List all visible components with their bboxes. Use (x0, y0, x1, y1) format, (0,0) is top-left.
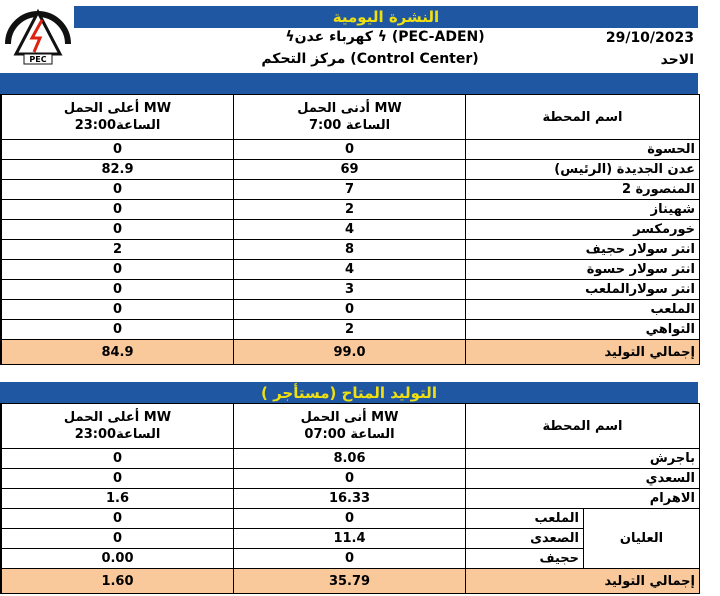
station-name-cell: الاهرام (466, 489, 700, 509)
title-bar (74, 6, 698, 28)
min-load-header: أنى الحمل MW الساعة 07:00 (234, 404, 466, 449)
table-row (2, 180, 700, 200)
load-value-cell: 8.06 (234, 449, 466, 469)
station-name-cell: خورمكسر (466, 220, 700, 240)
load-value-cell: 69 (234, 160, 466, 180)
load-value-cell: 1.6 (2, 489, 234, 509)
load-value-cell: 0.00 (2, 549, 234, 569)
total-row (2, 340, 700, 365)
load-value-cell: 11.4 (234, 529, 466, 549)
svg-text:PEC: PEC (29, 55, 47, 64)
load-value-cell: 0 (2, 280, 234, 300)
load-value-cell: 0 (234, 509, 466, 529)
table-row (2, 280, 700, 300)
station-name-header: اسم المحطة (466, 404, 700, 449)
report-date: 29/10/2023 (605, 30, 694, 46)
station-name-cell: انتر سولار حجيف (466, 240, 700, 260)
station-name-cell: الملعب (466, 509, 584, 529)
station-name-cell: إجمالي التوليد (466, 569, 700, 594)
total-row (2, 569, 700, 594)
report-day: الاحد (660, 52, 694, 68)
load-value-cell: 0 (2, 300, 234, 320)
daily-load-table (0, 94, 700, 365)
max-load-header: أعلى الحمل MW الساعة23:00 (2, 95, 234, 140)
station-name-cell: عدن الجديدة (الرئيس) (466, 160, 700, 180)
load-value-cell: 99.0 (234, 340, 466, 365)
station-name-cell: الصعدى (466, 529, 584, 549)
load-value-cell: 0 (2, 320, 234, 340)
load-value-cell: 3 (234, 280, 466, 300)
station-name-cell: إجمالي التوليد (466, 340, 700, 365)
table-row (2, 489, 700, 509)
load-value-cell: 2 (2, 240, 234, 260)
load-value-cell: 2 (234, 200, 466, 220)
control-center: مركز التحكم (Control Center) (261, 51, 479, 67)
load-value-cell: 8 (234, 240, 466, 260)
load-value-cell: 0 (2, 449, 234, 469)
load-value-cell: 1.60 (2, 569, 234, 594)
load-value-cell: 0 (2, 529, 234, 549)
load-value-cell: 4 (234, 260, 466, 280)
table-header (2, 95, 700, 140)
table-header (2, 404, 700, 449)
load-value-cell: 82.9 (2, 160, 234, 180)
load-value-cell: 0 (234, 469, 466, 489)
station-name-cell: الملعب (466, 300, 700, 320)
divider-bar (0, 73, 698, 95)
load-value-cell: 84.9 (2, 340, 234, 365)
station-name-cell: السعدي (466, 469, 700, 489)
max-load-header: أعلى الحمل MW الساعة23:00 (2, 404, 234, 449)
station-name-cell: الحسوة (466, 140, 700, 160)
load-value-cell: 0 (2, 200, 234, 220)
group-label: العليان (584, 509, 700, 569)
load-value-cell: 35.79 (234, 569, 466, 594)
table-row (2, 509, 700, 529)
load-value-cell: 0 (234, 140, 466, 160)
load-value-cell: 7 (234, 180, 466, 200)
station-name-cell: شهيناز (466, 200, 700, 220)
table-row (2, 469, 700, 489)
load-value-cell: 0 (2, 260, 234, 280)
table-row (2, 260, 700, 280)
load-value-cell: 0 (234, 549, 466, 569)
load-value-cell: 4 (234, 220, 466, 240)
table-row (2, 140, 700, 160)
bulletin-title: النشرة اليومية (332, 8, 440, 26)
pec-logo (2, 4, 74, 68)
rented-generation-table (0, 403, 700, 594)
table-row (2, 160, 700, 180)
table-row (2, 449, 700, 469)
table-row (2, 220, 700, 240)
table-row (2, 200, 700, 220)
table-row (2, 300, 700, 320)
load-value-cell: 0 (234, 300, 466, 320)
load-value-cell: 0 (2, 509, 234, 529)
station-name-cell: انتر سولار حسوة (466, 260, 700, 280)
station-name-cell: التواهي (466, 320, 700, 340)
load-value-cell: 0 (2, 140, 234, 160)
station-name-cell: حجيف (466, 549, 584, 569)
rented-generation-bar (0, 382, 698, 404)
company-name: ϟ (PEC-ADEN) كهرباء عدنϟ (285, 29, 485, 45)
table-row (2, 240, 700, 260)
table-row (2, 320, 700, 340)
load-value-cell: 0 (2, 180, 234, 200)
load-value-cell: 0 (2, 469, 234, 489)
station-name-header: اسم المحطة (466, 95, 700, 140)
station-name-cell: المنصورة 2 (466, 180, 700, 200)
load-value-cell: 0 (2, 220, 234, 240)
load-value-cell: 2 (234, 320, 466, 340)
station-name-cell: باجرش (466, 449, 700, 469)
station-name-cell: انتر سولارالملعب (466, 280, 700, 300)
load-value-cell: 16.33 (234, 489, 466, 509)
min-load-header: أدنى الحمل MW الساعة 7:00 (234, 95, 466, 140)
rented-generation-title: التوليد المتاح (مستأجر ) (261, 384, 437, 402)
